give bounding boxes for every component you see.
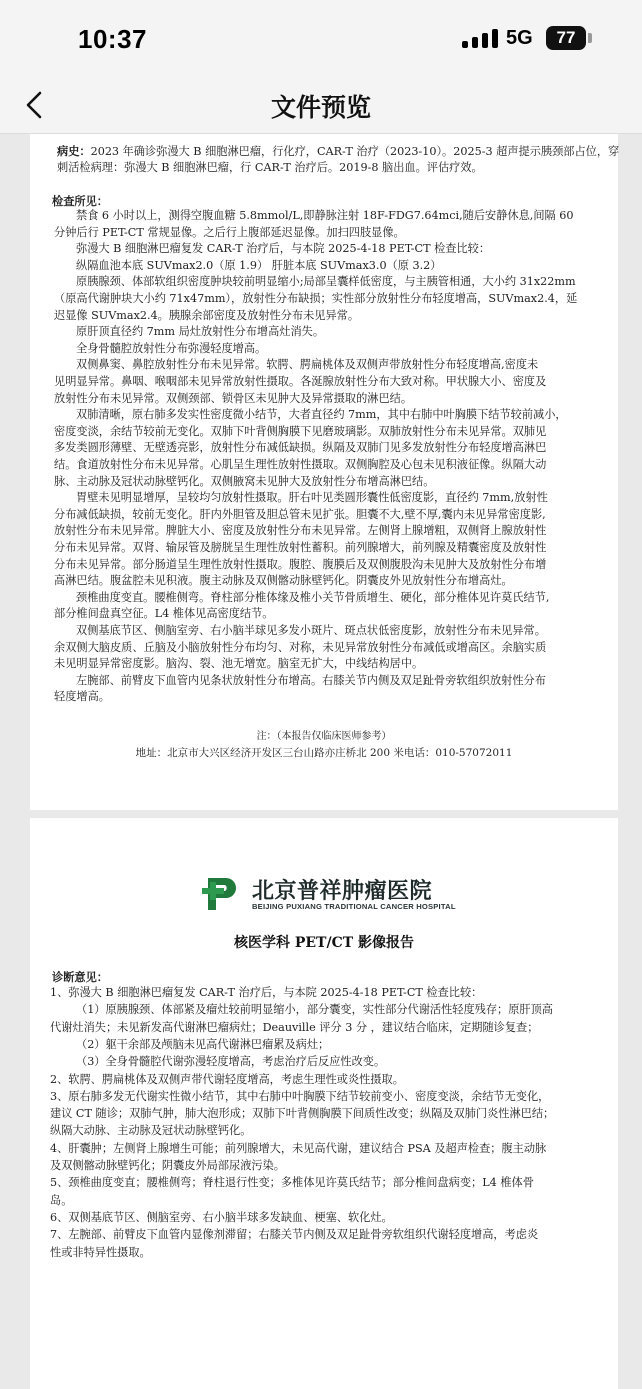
- history-line-1: [57, 144, 619, 159]
- findings-line: 原胰腺颈、体部软组织密度肿块较前明显缩小;局部呈囊样低密度，与主胰管相通，大小约 31x22mm: [76, 275, 576, 289]
- diagnosis-line: 1、弥漫大 B 细胞淋巴瘤复发 CAR-T 治疗后，与本院 2025-4-18 PET-CT 检查比较：: [50, 986, 483, 999]
- diagnosis-line: 性或非特异性摄取。: [50, 1245, 151, 1259]
- diagnosis-line: 3、原右肺多发无代谢实性微小结节，其中右肺中叶胸膜下结节较前变小、密度变淡，余结节无变化，: [50, 1089, 550, 1103]
- findings-line: 分钟后行 PET-CT 常规显像。之后行上腹部延迟显像。加扫四肢显像。: [54, 225, 405, 239]
- findings-line: 双肺清晰，原右肺多发实性密度微小结节，大者直径约 7mm，其中右肺中叶胸膜下结节较前减小，: [76, 408, 567, 422]
- findings-line: 原肝顶直径约 7mm 局灶放射性分布增高灶消失。: [76, 325, 325, 339]
- diagnosis-line: 6、双侧基底节区、侧脑室旁、右小脑半球多发缺血、梗塞、软化灶。: [50, 1210, 393, 1224]
- findings-line: 轻度增高。: [54, 690, 110, 704]
- findings-line: 纵隔血池本底 SUVmax2.0（原 1.9） 肝脏本底 SUVmax3.0（原 3.2）: [76, 258, 442, 272]
- findings-line: （原高代谢肿块大小约 71x47mm），放射性分布缺损；实性部分放射性分布轻度增高，SUVmax2.4，延: [54, 292, 578, 305]
- findings-line: 禁食 6 小时以上，测得空腹血糖 5.8mmol/L,即静脉注射 18F-FDG7.64mci,随后安静休息,间隔 60: [76, 209, 574, 222]
- history-text-1: 2023 年确诊弥漫大 B 细胞淋巴瘤，行化疗，CAR-T 治疗（2023-10）。2025-3 超声提示胰颈部占位，穿: [90, 145, 620, 158]
- diagnosis-line: 建议 CT 随诊；双肺气肿，肺大泡形成；双肺下叶背侧胸膜下间质性改变；纵隔及双肺门炎性淋巴结；: [50, 1107, 555, 1121]
- findings-line: 放射性分布未见异常。脾脏大小、密度及放射性分布未见异常。左侧肾上腺增粗，双侧肾上腺放射性: [54, 524, 547, 538]
- diagnosis-line: 4、肝囊肿；左侧肾上腺增生可能；前列腺增大，未见高代谢，建议结合 PSA 及超声检查；腹主动脉: [50, 1141, 547, 1155]
- findings-line: 颈椎曲度变直。腰椎侧弯。脊柱部分椎体缘及椎小关节骨质增生、硬化，部分椎体见许莫氏结节,: [76, 590, 550, 604]
- diagnosis-line: 代谢灶消失；未见新发高代谢淋巴瘤病灶；Deauville 评分 3 分 ，建议结合临床，定期随诊复查；: [50, 1020, 539, 1034]
- diagnosis-line: 2、软腭、腭扁桃体及双侧声带代谢轻度增高，考虑生理性或炎性摄取。: [50, 1072, 404, 1086]
- findings-line: 弥漫大 B 细胞淋巴瘤复发 CAR-T 治疗后，与本院 2025-4-18 PET-CT 检查比较：: [76, 242, 491, 256]
- findings-line: 密度变淡，余结节较前无变化。双肺下叶背侧胸膜下见磨玻璃影。双肺放射性分布未见异常。双肺见: [54, 424, 547, 438]
- battery-level: 77: [556, 28, 576, 47]
- document-page-1[interactable]: [30, 134, 618, 810]
- diagnosis-label: 诊断意见：: [52, 970, 108, 984]
- hospital-name-en: BEIJING PUXIANG TRADITIONAL CANCER HOSPITAL: [252, 902, 456, 911]
- diagnosis-line: 5、颈椎曲度变直；腰椎侧弯；脊柱退行性变；多椎体见许莫氏结节；部分椎间盘病变；L4 椎体骨: [50, 1176, 534, 1190]
- diagnosis-line: （1）原胰腺颈、体部紧及瘤灶较前明显缩小，部分囊变，实性部分代谢活性轻度残存；原肝顶高: [76, 1003, 553, 1017]
- diagnosis-line: 及双侧髂动脉壁钙化；阴囊皮外局部尿液污染。: [50, 1159, 285, 1172]
- findings-line: 分布未见异常。部分肠道呈生理性放射性摄取。腹腔、腹膜后及双侧腹股沟未见肿大及放射性分布增: [54, 557, 547, 571]
- findings-line: 左腕部、前臂皮下血管内见条状放射性分布增高。右膝关节内侧及双足趾骨旁软组织放射性分布: [76, 673, 546, 687]
- findings-line: 分布减低缺损，较前无变化。肝内外胆管及胆总管未见扩张。胆囊不大,壁不厚,囊内未见异常密度影,: [54, 507, 546, 521]
- network-type: 5G: [506, 27, 533, 49]
- battery-icon: [546, 26, 586, 50]
- document-page-2[interactable]: [30, 818, 618, 1389]
- hospital-name-cn: 北京普祥肿瘤医院: [252, 879, 433, 904]
- findings-line: 双侧基底节区、侧脑室旁、右小脑半球见多发小斑片、斑点状低密度影，放射性分布未见异常。: [76, 624, 546, 637]
- report-note: 注：（本报告仅临床医师参考）: [256, 731, 392, 742]
- findings-line: 胃壁未见明显增厚，呈较均匀放射性摄取。肝右叶见类圆形囊性低密度影，直径约 7mm,放射性: [76, 491, 548, 505]
- findings-line: 部分椎间盘真空征。L4 椎体见高密度结节。: [54, 607, 274, 621]
- diagnosis-line: 岛。: [50, 1193, 73, 1207]
- findings-line: 未见明显异常密度影。脑沟、裂、池无增宽。脑室无扩大，中线结构居中。: [54, 657, 424, 671]
- report-title: 核医学科 PET/CT 影像报告: [233, 935, 415, 951]
- diagnosis-line: （2）躯干余部及颅脑未见高代谢淋巴瘤累及病灶；: [76, 1037, 330, 1051]
- diagnosis-line: （3）全身骨髓腔代谢弥漫轻度增高，考虑治疗后反应性改变。: [76, 1055, 386, 1069]
- cellular-signal-icon: [462, 28, 498, 48]
- diagnosis-line: 7、左腕部、前臂皮下血管内显像剂滞留；右膝关节内侧及双足趾骨旁软组织代谢轻度增高，考虑炎: [50, 1228, 539, 1242]
- findings-line: 结。食道放射性分布未见异常。心肌呈生理性放射性摄取。双侧胸腔及心包未见积液征像。纵隔大动: [54, 458, 547, 471]
- findings-line: 高淋巴结。腹盆腔未见积液。腹主动脉及双侧髂动脉壁钙化。阴囊皮外见放射性分布增高灶。: [54, 574, 513, 588]
- status-time: 10:37: [78, 24, 147, 54]
- findings-line: 见明显异常。鼻咽、喉咽部未见异常放射性摄取。各涎腺放射性分布大致对称。甲状腺大小、密度及: [54, 375, 547, 388]
- status-bar: [0, 0, 642, 76]
- hospital-logo-icon: [202, 876, 238, 912]
- findings-line: 全身骨髓腔放射性分布弥漫轻度增高。: [76, 341, 267, 355]
- hospital-address: 地址：北京市大兴区经济开发区三台山路亦庄桥北 200 米电话：010-57072011: [135, 747, 513, 759]
- history-label: 病史：: [57, 144, 91, 158]
- findings-line: 双侧鼻窦、鼻腔放射性分布未见异常。软腭、腭扁桃体及双侧声带放射性分布轻度增高,密度未: [76, 358, 539, 372]
- nav-bar: [0, 76, 642, 134]
- findings-line: 余双侧大脑皮质、丘脑及小脑放射性分布均匀、对称，未见异常放射性分布减低或增高区。余脑实质: [54, 640, 547, 654]
- history-line-2: 刺活检病理：弥漫大 B 细胞淋巴瘤，行 CAR-T 治疗后。2019-8 脑出血。评估疗效。: [57, 161, 483, 174]
- findings-line: 分布未见异常。双肾、输尿管及膀胱呈生理性放射性蓄积。前列腺增大，前列腺及精囊密度及放射性: [54, 541, 547, 554]
- findings-label: 检查所见：: [52, 194, 108, 208]
- findings-line: 多发类圆形薄壁、无壁透亮影，放射性分布减低缺损。纵隔及双肺门见多发放射性分布轻度增高淋巴: [54, 441, 547, 455]
- page-title: 文件预览: [270, 94, 371, 122]
- findings-line: 迟显像 SUVmax2.4。胰腺余部密度及放射性分布未见异常。: [54, 308, 360, 322]
- battery-tip: [588, 33, 592, 43]
- findings-line: 脉、主动脉及冠状动脉壁钙化。双侧腋窝未见肿大及放射性分布增高淋巴结。: [54, 474, 435, 488]
- diagnosis-line: 纵隔大动脉、主动脉及冠状动脉壁钙化。: [50, 1124, 252, 1138]
- findings-line: 放射性分布未见异常。双侧颈部、锁骨区未见肿大及异常摄取的淋巴结。: [54, 391, 413, 405]
